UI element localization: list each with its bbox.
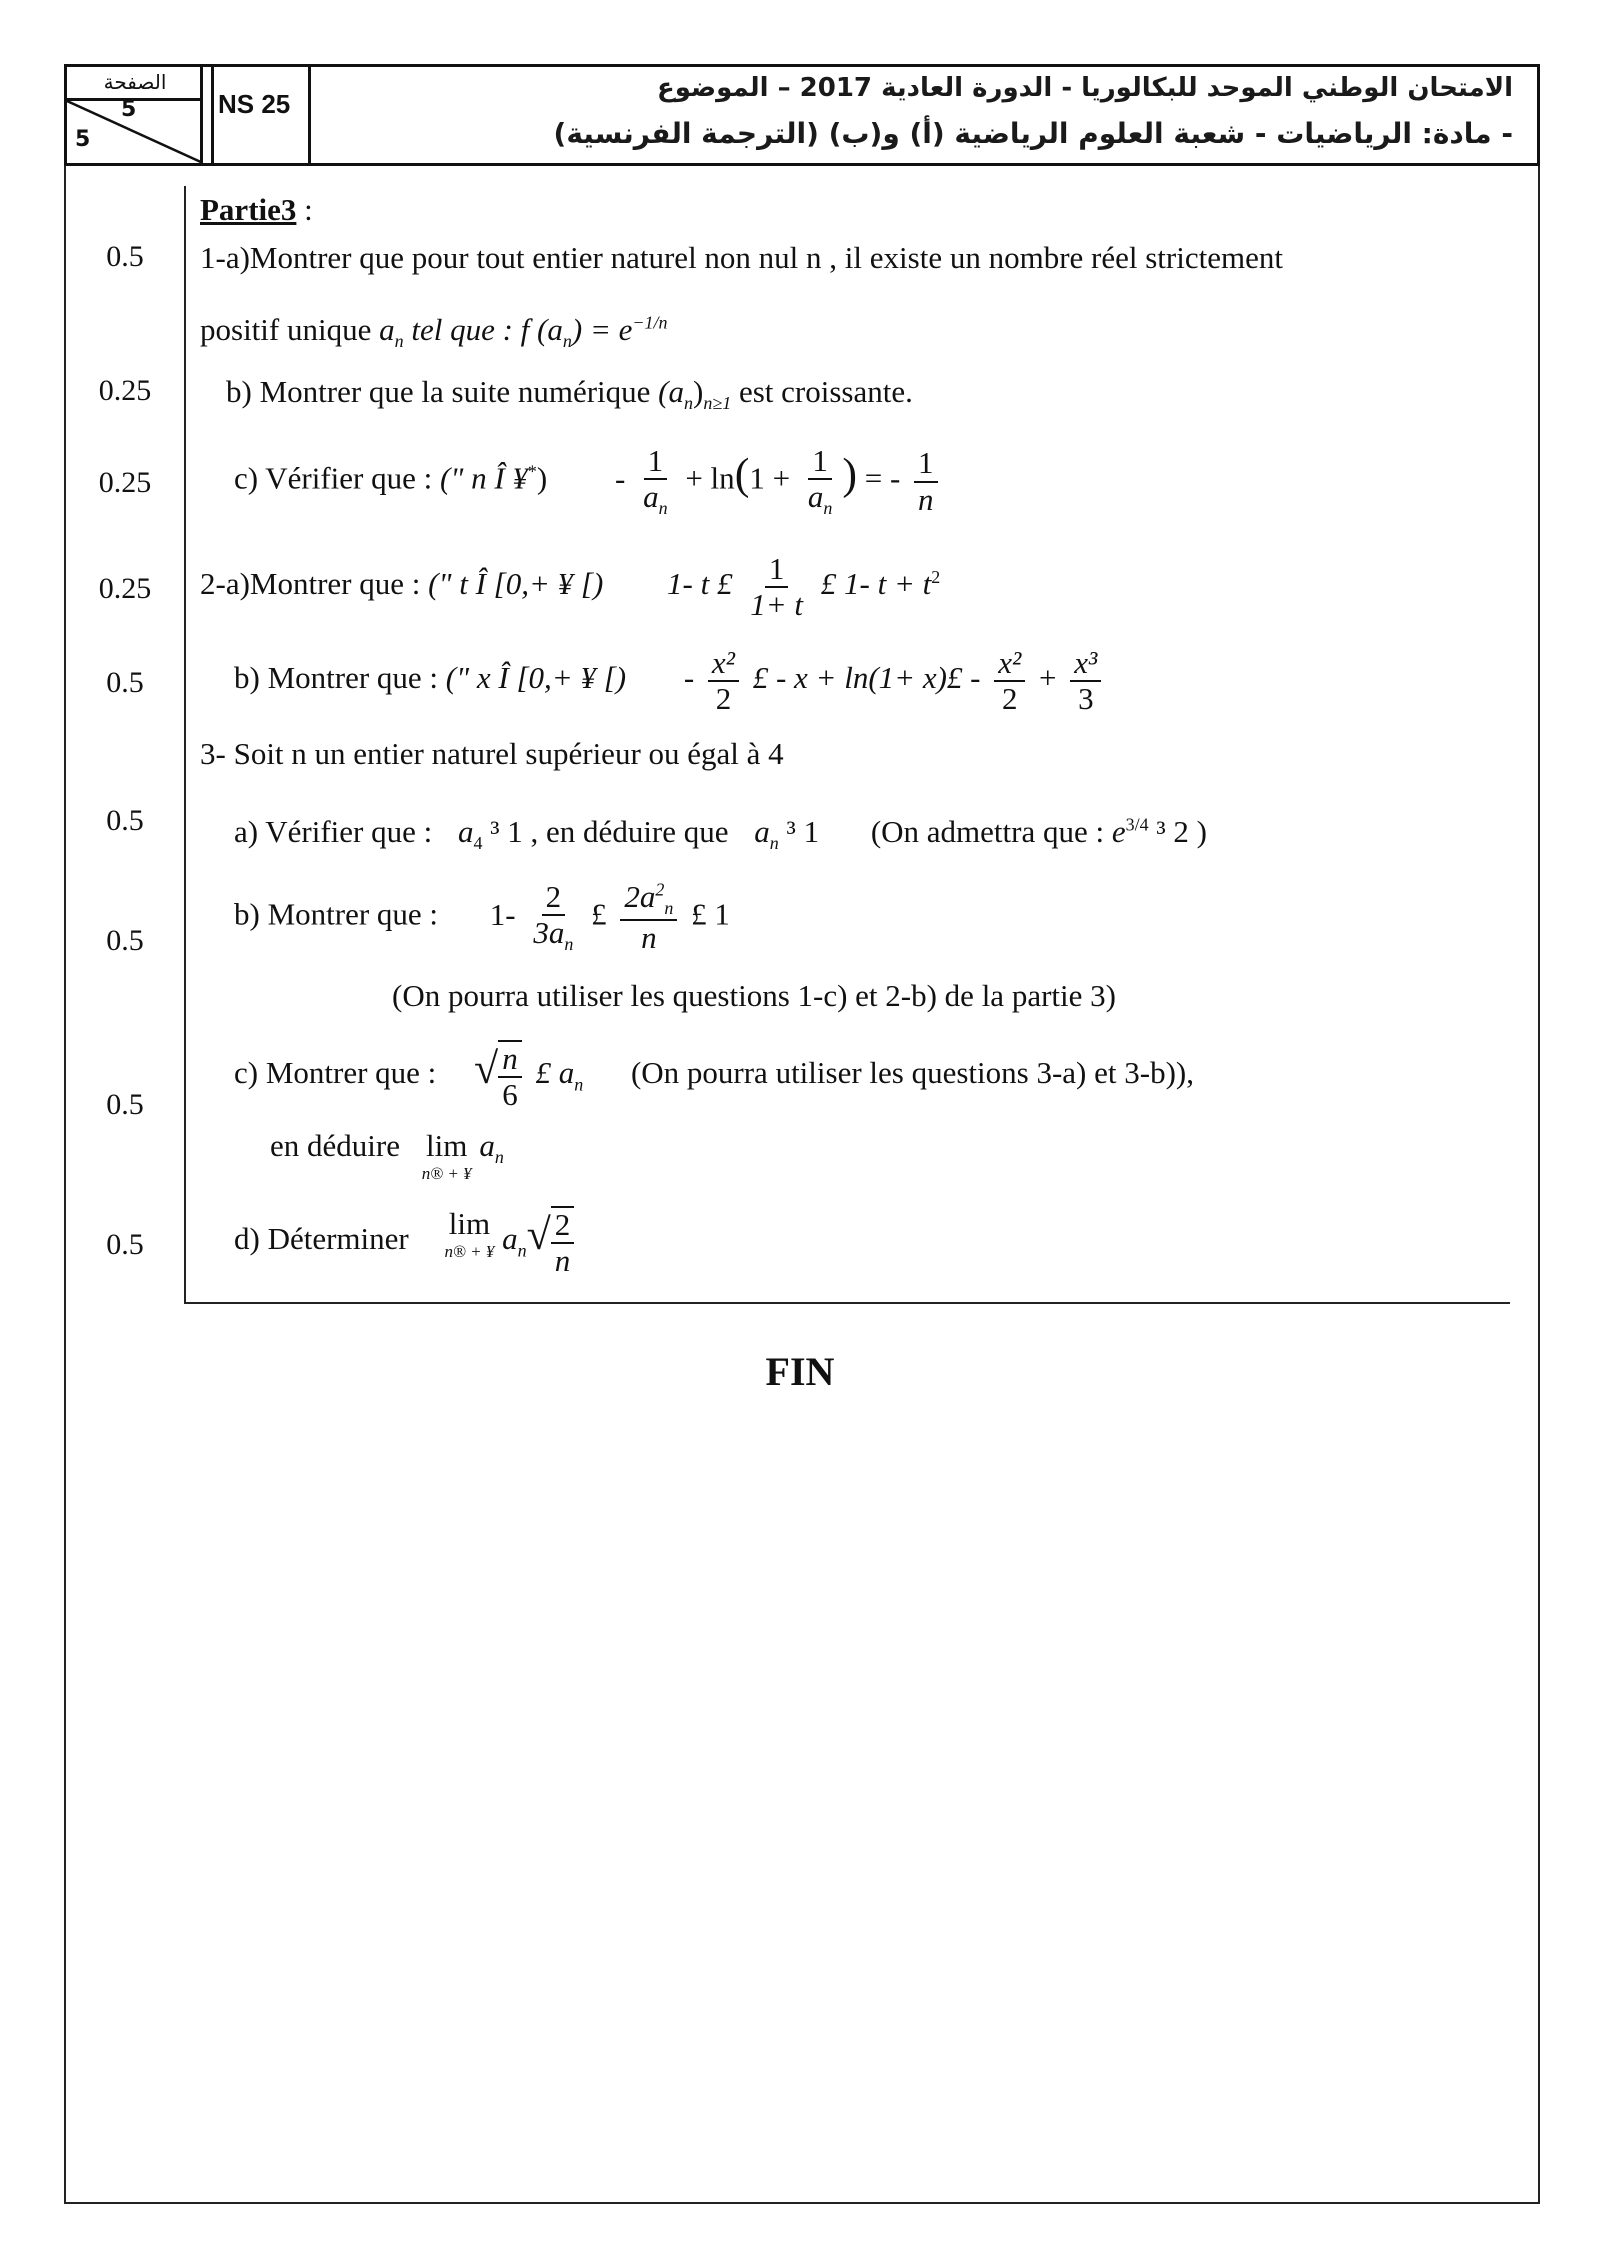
q3-intro: 3- Soit n un entier naturel supérieur ou égal à 4 (200, 736, 784, 771)
q3d-line (234, 1206, 580, 1278)
q1c-frac2-num: 1 (808, 444, 832, 480)
margin-divider (184, 186, 186, 1304)
q2b-frac3-den: 3 (1078, 681, 1094, 717)
q1b-seq: (a (658, 374, 684, 409)
q1c-star: * (527, 461, 537, 482)
q1c-line (234, 444, 944, 519)
q1c-frac2-den (804, 480, 837, 519)
page-counter-box (67, 67, 203, 163)
points-q3d: 0.5 (106, 1228, 144, 1261)
q3b-frac2-num-var: 2a (624, 879, 656, 914)
q3d-root-den: n (554, 1243, 571, 1279)
points-q1a: 0.5 (106, 240, 144, 273)
q3b-text: b) Montrer que : (234, 896, 446, 932)
exam-title-box (317, 67, 1537, 163)
q2b-fraction3 (1070, 646, 1101, 716)
q3d-lim-sub: n® + ¥ (444, 1242, 495, 1261)
q2a-right-sup: 2 (931, 566, 941, 587)
q3b-le1: £ (591, 896, 607, 932)
q3b-le2: £ 1 (691, 896, 730, 932)
q1c-frac3-den: n (918, 481, 934, 517)
q1a-line1: 1-a)Montrer que pour tout entier naturel non nul n , il existe un nombre réel strictement (200, 240, 1283, 275)
q2a-line (200, 552, 940, 622)
q3c-le: £ a (535, 1055, 575, 1091)
q1c-frac1-den-sub: n (658, 498, 668, 519)
end-marker: FIN (765, 1349, 835, 1394)
q3d-root-num: 2 (551, 1208, 575, 1244)
q1b-seq-end: ) (692, 374, 704, 409)
q3b-fraction1 (529, 880, 577, 955)
q3b-frac2-den: n (641, 919, 657, 955)
q3d-root-fraction (551, 1206, 575, 1278)
q1b-text: b) Montrer que la suite numérique (226, 374, 659, 409)
q3b-frac1-den-var: 3a (533, 915, 565, 951)
q1a-text: positif unique (200, 312, 380, 347)
page-number: 5 (121, 97, 137, 122)
sqrt-icon: √ (526, 1210, 551, 1260)
q1a-var: a (379, 312, 395, 347)
q3b-frac1-den-sub: n (564, 934, 574, 955)
q1a-var-sub: n (394, 331, 404, 352)
q3b-frac2-num (620, 880, 677, 921)
q2b-quantifier: (" x Î [0,+ ¥ [) (445, 660, 627, 696)
q3c-root-fraction (498, 1040, 522, 1112)
q3c-line (234, 1040, 1194, 1112)
q2b-frac1-den: 2 (715, 681, 732, 717)
q1c-frac2-den-var: a (807, 479, 824, 515)
exam-title-line2: - مادة: الرياضيات - شعبة العلوم الرياضية (أ) و(ب) (الترجمة الفرنسية) (553, 117, 1513, 150)
q2b-minus: - (683, 660, 695, 696)
q3b-hint: (On pourra utiliser les questions 1-c) et 2-b) de la partie 3) (392, 978, 1116, 1013)
q2b-middle: £ - x + ln(1+ x)£ - (752, 660, 981, 696)
q1a-line2 (200, 312, 668, 352)
points-q3c: 0.5 (106, 1088, 144, 1121)
q2b-frac1-num: x² (708, 646, 739, 682)
q1c-quantifier: (" n Î ¥ (440, 460, 528, 496)
q3d-lim (444, 1206, 494, 1262)
q3c-lim (422, 1128, 472, 1184)
points-q2b: 0.5 (106, 666, 144, 699)
q3a-var: a (458, 814, 474, 849)
q3c-lim-var-sub: n (494, 1147, 504, 1168)
points-q2a: 0.25 (98, 572, 152, 605)
q1a-sub2: n (562, 331, 572, 352)
q1c-fraction2 (804, 444, 837, 519)
q3c-root-den: 6 (502, 1077, 518, 1113)
q3b-frac2-num-sub: n (664, 898, 674, 919)
exam-header (64, 64, 1540, 166)
q1c-fraction3 (914, 446, 938, 516)
q2b-text: b) Montrer que : (234, 660, 446, 696)
q3a-e: e (1111, 814, 1126, 849)
q1c-frac1-den (639, 480, 672, 519)
q2a-frac-den: 1+ t (750, 587, 804, 623)
q1c-text: c) Vérifier que : (234, 460, 440, 496)
q1a-exponent: −1/n (632, 312, 668, 333)
q3b-frac2-num-sup: 2 (655, 879, 665, 900)
q3a-sub: 4 (473, 833, 483, 854)
q3a-var2: a (754, 814, 770, 849)
part-colon: : (296, 192, 313, 227)
q3c-sub: n (574, 1074, 584, 1095)
q2b-line (234, 646, 1107, 716)
q2a-right: £ 1- t + t (820, 566, 932, 602)
q3a-sub2: n (769, 833, 779, 854)
q3c-root-num: n (498, 1042, 522, 1078)
q1c-fraction1 (639, 444, 672, 519)
q3a-deduce: , en déduire que (530, 814, 737, 849)
sqrt-icon: √ (474, 1044, 499, 1094)
points-q3a: 0.5 (106, 804, 144, 837)
points-q3b: 0.5 (106, 924, 144, 957)
q3a-exp: 3/4 (1125, 814, 1149, 835)
q1c-frac2-den-sub: n (823, 498, 833, 519)
q3b-frac1-den (529, 916, 577, 955)
q3d-text: d) Déterminer (234, 1221, 409, 1257)
q1b-line (226, 374, 913, 414)
q2b-plus: + (1039, 660, 1057, 696)
q3a-admit-rel: ³ 2 ) (1148, 814, 1208, 849)
q3c-lim-var: a (479, 1128, 495, 1163)
part-title: Partie3 (200, 192, 297, 227)
q2b-frac2-den: 2 (1002, 681, 1018, 717)
q1c-frac3-num: 1 (914, 446, 938, 482)
q1b-seq-sub-n: n (683, 393, 693, 414)
part-title-line (200, 192, 313, 228)
q2b-frac2-num: x² (994, 646, 1025, 682)
points-q1b: 0.25 (98, 374, 152, 407)
q3a-line (234, 814, 1207, 854)
exam-code: NS 25 (211, 67, 311, 163)
q1a-relation: tel que : f (a (403, 312, 563, 347)
q1c-frac1-num: 1 (644, 444, 668, 480)
q2a-frac-num: 1 (765, 552, 789, 588)
q1c-one-plus: 1 + (749, 460, 791, 496)
q3c-deduce-line (270, 1128, 504, 1184)
q2a-quantifier: (" t Î [0,+ ¥ [) (428, 566, 604, 602)
q1a-eq: ) = e (571, 312, 633, 347)
q3b-fraction2 (620, 880, 677, 955)
q3c-text: c) Montrer que : (234, 1055, 445, 1091)
q3a-rel2: ³ 1 (778, 814, 820, 849)
q1c-quant-end: ) (536, 460, 548, 496)
q1c-paren-open: ( (734, 449, 750, 499)
q2a-left: 1- t £ (667, 566, 733, 602)
q1c-paren-close: ) (842, 449, 857, 499)
q2a-text: 2-a)Montrer que : (200, 566, 429, 602)
q3c-lim-word: lim (425, 1128, 468, 1163)
q1c-plus-ln: + ln (685, 460, 735, 496)
q3b-line (234, 880, 730, 955)
q3b-frac1-num: 2 (542, 880, 566, 916)
q3d-var: a (502, 1221, 518, 1257)
exam-title-line1: الامتحان الوطني الموحد للبكالوريا - الدورة العادية 2017 – الموضوع (656, 73, 1513, 103)
content-bottom-rule (184, 1302, 1510, 1304)
q1c-equals: = - (864, 460, 901, 496)
q3c-deduce: en déduire (270, 1128, 400, 1163)
q3a-text: a) Vérifier que : (234, 814, 440, 849)
q3a-rel: ³ 1 (482, 814, 531, 849)
q2b-frac3-num: x³ (1070, 646, 1101, 682)
q3c-lim-sub: n® + ¥ (421, 1164, 472, 1183)
q2b-fraction1 (708, 646, 739, 716)
page-total: 5 (75, 127, 91, 152)
q3b-left: 1- (489, 896, 516, 932)
q3c-hint: (On pourra utiliser les questions 3-a) et 3-b)), (630, 1055, 1194, 1091)
page-label: الصفحة (67, 67, 203, 101)
q1b-rest: est croissante. (731, 374, 913, 409)
q2a-fraction (746, 552, 807, 622)
q1c-minus: - (615, 460, 626, 496)
q1b-index: n≥1 (703, 393, 732, 414)
q3d-var-sub: n (517, 1240, 527, 1261)
q1c-frac1-den-var: a (643, 479, 659, 515)
q3d-lim-word: lim (448, 1206, 491, 1241)
points-q1c: 0.25 (98, 466, 152, 499)
q3a-admit: (On admettra que : (870, 814, 1112, 849)
q2b-fraction2 (994, 646, 1025, 716)
